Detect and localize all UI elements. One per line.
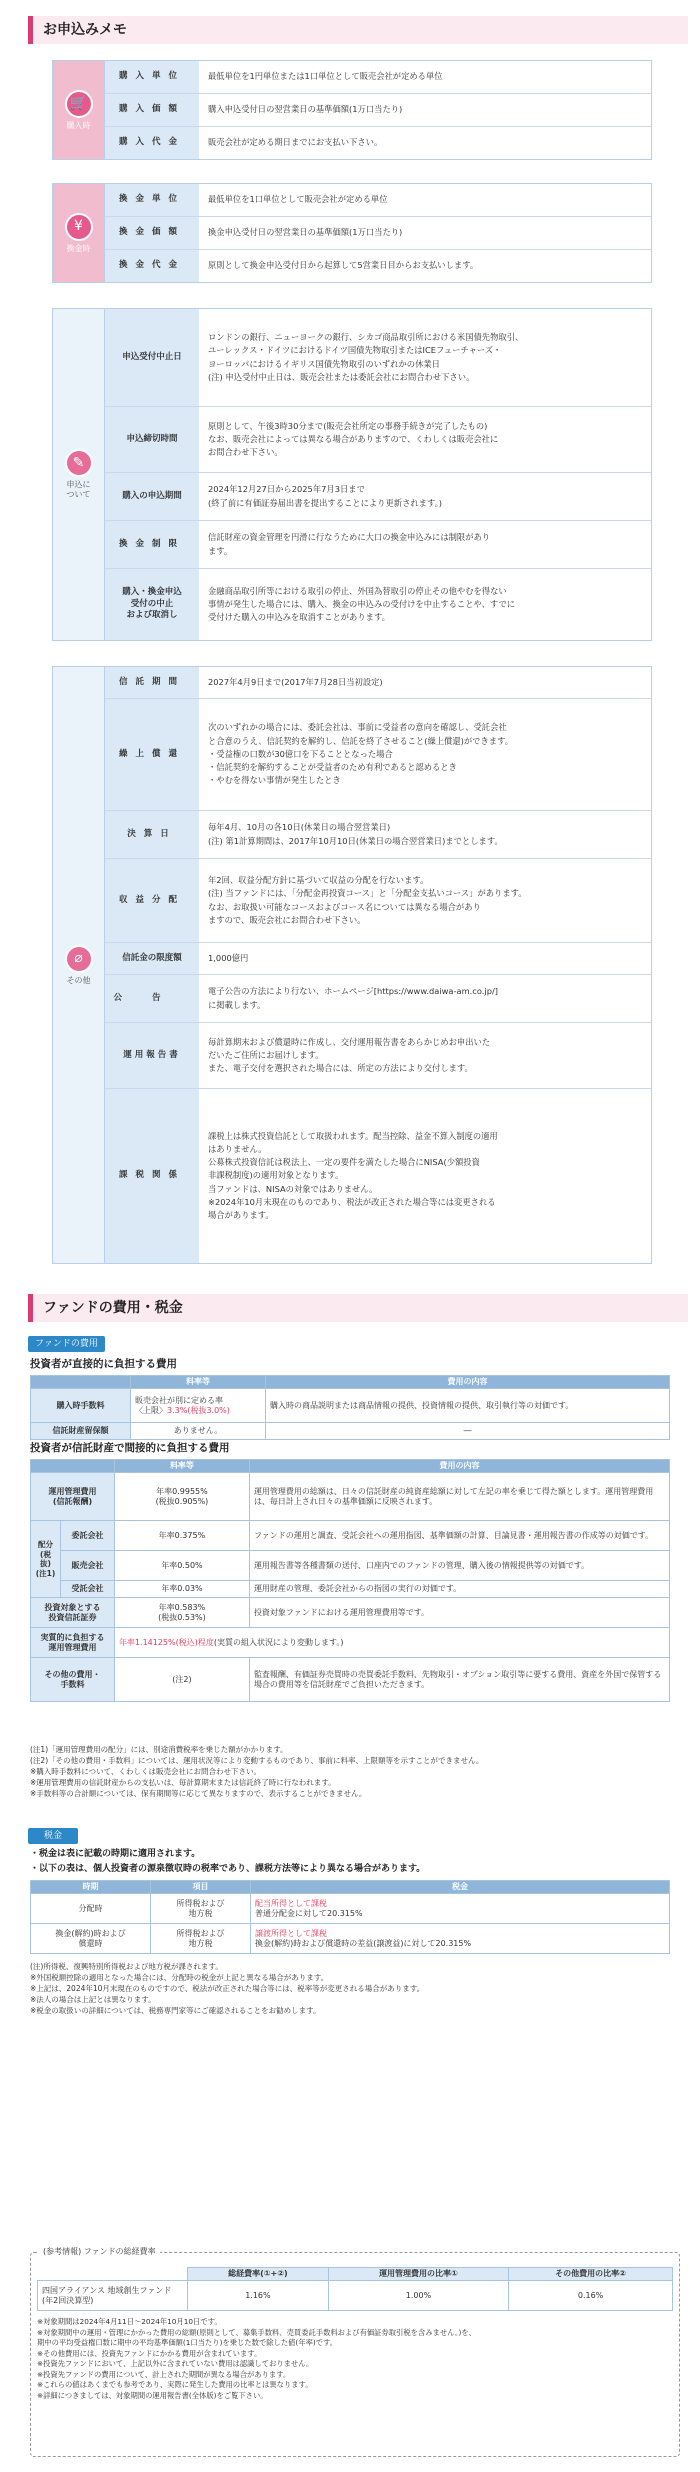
ref-notes: ※対象期間は2024年4月11日〜2024年10月10日です。 ※対象期間中の運用・管理にかかった費用の総額(原則として、募集手数料、売買委託手数料および有価証券取引税を含みません。)を、 期中の平均受益権口数に期中の平均基準価額(1口当たり)を乗じた数で除した値(年率)です。 ※その他費用には、投資先ファンドにかかる費用が含まれています。 ※投資先ファンドにおいて、上記以外に含まれていない費用は認識しておりません。 ※投資先ファンドの費用について、計上された期間が異なる場合があります。 ※これらの値はあくまでも参考であり、実際に発生した費用の比率とは異なります。 ※詳細につきましては、対象期間の運用報告書(全体版)をご覧下さい。 xyxy=(37,2317,476,2401)
actual-note: (実質の組入状況により変動します。) xyxy=(213,1637,344,1647)
tax-bullet: ・税金は表に記載の時期に適用されます。 xyxy=(30,1849,201,1859)
rate: 年率0.9955% (税抜0.905%) xyxy=(114,1473,249,1521)
apply-block xyxy=(52,308,652,641)
col: 総経費率(①+②) xyxy=(188,2268,329,2281)
label: 受託会社 xyxy=(61,1581,115,1598)
value: 課税上は株式投資信託として取扱われます。配当控除、益金不算入制度の適用 はありません。 公募株式投資信託は税法上、一定の要件を満たした場合にNISA(少額投資 非課税制度)の適用対象となります。 当ファンドは、NISAの対象ではありません。 ※2024年10月末現在のものであり、税法が改正された場合等には変更される 場合があります。 xyxy=(208,1130,498,1221)
rate: 販売会社が別に定める率 xyxy=(135,1395,223,1405)
label: 投資対象とする 投資信託証券 xyxy=(31,1598,115,1628)
value: 金融商品取引所等における取引の停止、外国為替取引の停止その他やむを得ない 事情が発生した場合には、購入、換金の申込みの受付けを中止することや、すでに 受付けた購入の申込みを取消すことがあります。 xyxy=(208,585,516,623)
value: 換金申込受付日の翌営業日の基準価額(1万口当たり) xyxy=(208,227,403,238)
col: 運用管理費用の比率① xyxy=(328,2268,508,2281)
alloc-label: 配分 (税抜) (注1) xyxy=(31,1521,61,1598)
indirect-table xyxy=(30,1459,670,1702)
value: 毎計算期末および償還時に作成し、交付運用報告書をあらかじめお申出いた だいたご住所にお届けします。 また、電子交付を選択された場合には、所定の方法により交付します。 xyxy=(208,1036,491,1074)
tax-bullet: ・以下の表は、個人投資者の源泉徴収時の税率であり、課税方法等により異なる場合があります。 xyxy=(30,1864,426,1874)
label: 実質的に負担する 運用管理費用 xyxy=(31,1628,115,1658)
direct-heading: 投資者が直接的に負担する費用 xyxy=(30,1358,177,1370)
label: 購入単位 xyxy=(105,61,199,93)
label: 運用報告書 xyxy=(105,1023,199,1088)
exchange-side-label: 換金時 xyxy=(66,243,91,253)
fees-tag: ファンドの費用 xyxy=(28,1336,105,1352)
time: 換金(解約)時および 償還時 xyxy=(31,1924,151,1954)
label: 購入価額 xyxy=(105,94,199,126)
value: 原則として、午後3時30分まで(販売会社所定の事務手続きが完了したもの) なお、販売会社によっては異なる場合がありますので、くわしくは販売会社に お問合わせ下さい。 xyxy=(208,420,499,458)
apply-side-label: 申込に ついて xyxy=(66,480,91,499)
rate: 年率0.375% xyxy=(114,1521,249,1551)
label: 課税関係 xyxy=(105,1089,199,1263)
value: 最低単位を1口単位として販売会社が定める単位 xyxy=(208,194,388,205)
fees-title: ファンドの費用・税金 xyxy=(28,1294,688,1322)
actual-rate: 年率1.14125%(税込)程度 xyxy=(118,1637,214,1647)
tax-rate: 換金(解約)時および償還時の差益(譲渡益)に対して20.315% xyxy=(255,1938,472,1948)
value: 次のいずれかの場合には、委託会社は、事前に受益者の意向を確認し、受託会社 と合意のうえ、信託契約を解約し、信託を終了させること(繰上償還)ができます。 ・受益権の口数が30億口を下ることとなった場合 ・信託契約を解約することが受益者のため有利であると認めるとき ・やむを得ない事情が発生したとき xyxy=(208,722,513,786)
buy-side-label: 購入時 xyxy=(66,120,91,130)
value: 販売会社が定める期日までにお支払い下さい。 xyxy=(208,137,383,148)
other-ratio: 0.16% xyxy=(509,2281,673,2311)
label: 換金代金 xyxy=(105,250,199,282)
mgmt-ratio: 1.00% xyxy=(328,2281,508,2311)
other-block xyxy=(52,666,652,1264)
fund-name: 四国アライアンス 地域創生ファンド (年2回決算型) xyxy=(38,2281,188,2311)
item: 所得税および 地方税 xyxy=(151,1924,251,1954)
value: 最低単位を1円単位または1口単位として販売会社が定める単位 xyxy=(208,71,443,82)
apply-side xyxy=(53,309,105,640)
rate: ありません。 xyxy=(131,1423,266,1440)
time: 分配時 xyxy=(31,1894,151,1924)
item: 所得税および 地方税 xyxy=(151,1894,251,1924)
value: 2024年12月27日から2025年7月3日まで (終了前に有価証券届出書を提出することにより更新されます。) xyxy=(208,484,442,508)
content: ファンドの運用と調査、受託会社への運用指図、基準価額の計算、目論見書・運用報告書の作成等の対価です。 xyxy=(249,1521,669,1551)
reference-box xyxy=(30,2247,680,2457)
label: 決算日 xyxy=(105,811,199,858)
tax-tag: 税金 xyxy=(28,1828,78,1844)
label: 換金単位 xyxy=(105,184,199,216)
value: 電子公告の方法により行ない、ホームページ[https://www.daiwa-am.co.jp/] に掲載します。 xyxy=(208,986,499,1010)
cart-icon: 🛒 xyxy=(65,90,93,118)
value: 信託財産の資金管理を円滑に行なうために大口の換金申込みには制限があり ます。 xyxy=(208,532,491,556)
tax-notes: (注)所得税、復興特別所得税および地方税が課されます。 ※外国税額控除の適用となった場合には、分配時の税金が上記と異なる場合があります。 ※上記は、2024年10月末現在のものですので、税法が改正された場合等には、税率等が変更される場合があります。 ※法人の場合は上記とは異なります。 ※税金の取扱いの詳細については、税務専門家等にご確認されることをお勧めします。 xyxy=(30,1962,425,2015)
col: 費用の内容 xyxy=(266,1376,670,1389)
tax-type: 配当所得として課税 xyxy=(255,1898,327,1908)
rate: 年率0.03% xyxy=(114,1581,249,1598)
col: 税金 xyxy=(251,1881,670,1894)
rate-cap: 〈上限〉 xyxy=(135,1405,167,1415)
value: 原則として換金申込受付日から起算して5営業日目からお支払いします。 xyxy=(208,260,479,271)
col: 時期 xyxy=(31,1881,151,1894)
col: その他費用の比率② xyxy=(509,2268,673,2281)
content: 運用報告書等各種書類の送付、口座内でのファンドの管理、購入後の情報提供等の対価です。 xyxy=(249,1551,669,1581)
label: 委託会社 xyxy=(61,1521,115,1551)
exchange-side xyxy=(53,184,105,282)
exchange-block xyxy=(52,183,652,283)
other-side xyxy=(53,667,105,1263)
label: 購入代金 xyxy=(105,127,199,159)
money-icon: ¥ xyxy=(65,213,93,241)
value: 毎年4月、10月の各10日(休業日の場合翌営業日) (注) 第1計算期間は、2017年10月10日(休業日の場合翌営業日)までとします。 xyxy=(208,822,503,846)
label: その他の費用・ 手数料 xyxy=(31,1658,115,1702)
label: 購入時手数料 xyxy=(31,1389,131,1423)
label: 販売会社 xyxy=(61,1551,115,1581)
value: 2027年4月9日まで(2017年7月28日当初設定) xyxy=(208,676,383,687)
value: 1,000億円 xyxy=(208,952,249,963)
label: 信託金の限度額 xyxy=(105,943,199,974)
content: 投資対象ファンドにおける運用管理費用等です。 xyxy=(249,1598,669,1628)
total-ratio: 1.16% xyxy=(188,2281,329,2311)
content: ― xyxy=(266,1423,670,1440)
buy-side xyxy=(53,61,105,159)
pen-icon: ✎ xyxy=(65,449,93,477)
label: 換金制限 xyxy=(105,521,199,568)
value: 購入申込受付日の翌営業日の基準価額(1万口当たり) xyxy=(208,104,403,115)
content: 運用管理費用の総額は、日々の信託財産の純資産総額に対して左記の率を乗じて得た額とします。運用管理費用は、毎日計上され日々の基準価額に反映されます。 xyxy=(249,1473,669,1521)
content: 運用財産の管理、委託会社からの指図の実行の対価です。 xyxy=(249,1581,669,1598)
label: 公告 xyxy=(105,975,199,1022)
tax-table xyxy=(30,1880,670,1954)
value: 年2回、収益分配方針に基づいて収益の分配を行ないます。 (注) 当ファンドには、「分配金再投資コース」と「分配金支払いコース」があります。 なお、お取扱い可能なコースおよびコース名については異なる場合があり ますので、販売会社にお問合わせ下さい。 xyxy=(208,874,527,925)
rate: 年率0.583% (税抜0.53%) xyxy=(114,1598,249,1628)
rate: (注2) xyxy=(114,1658,249,1702)
tax-type: 譲渡所得として課税 xyxy=(255,1928,327,1938)
other-side-label: その他 xyxy=(66,975,91,985)
content: 購入時の商品説明または商品情報の提供、投資情報の提供、取引執行等の対価です。 xyxy=(266,1389,670,1423)
rate-max: 3.3%(税抜3.0%) xyxy=(167,1405,230,1415)
label: 購入・換金申込 受付の中止 および取消し xyxy=(105,569,199,640)
label: 申込受付中止日 xyxy=(105,309,199,406)
tax-rate: 普通分配金に対して20.315% xyxy=(255,1908,363,1918)
col: 料率等 xyxy=(131,1376,266,1389)
buy-block xyxy=(52,60,652,160)
label: 運用管理費用 (信託報酬) xyxy=(31,1473,115,1521)
rate: 年率0.50% xyxy=(114,1551,249,1581)
label: 収益分配 xyxy=(105,859,199,942)
col: 費用の内容 xyxy=(249,1460,669,1473)
content: 監査報酬、有価証券売買時の売買委託手数料、先物取引・オプション取引等に要する費用、資産を外国で保管する場合の費用等を信託財産でご負担いただきます。 xyxy=(249,1658,669,1702)
label: 換金価額 xyxy=(105,217,199,249)
ref-title: (参考情報) ファンドの総経費率 xyxy=(39,2246,160,2258)
label: 申込締切時間 xyxy=(105,407,199,472)
memo-title: お申込みメモ xyxy=(28,16,688,44)
col: 料率等 xyxy=(114,1460,249,1473)
label: 信託期間 xyxy=(105,667,199,698)
label: 信託財産留保額 xyxy=(31,1423,131,1440)
ref-table xyxy=(37,2267,673,2311)
paperclip-icon: ⌀ xyxy=(65,945,93,973)
value: ロンドンの銀行、ニューヨークの銀行、シカゴ商品取引所における米国債先物取引、 ユーレックス・ドイツにおけるドイツ国債先物取引またはICEフューチャーズ・ ヨーロッパにおけるイギリス国債先物取引のいずれかの休業日 (注) 申込受付中止日は、販売会社または委託会社にお問合わせ下さい。 xyxy=(208,331,524,382)
direct-table xyxy=(30,1375,670,1440)
label: 購入の申込期間 xyxy=(105,473,199,520)
label: 繰上償還 xyxy=(105,699,199,810)
fee-notes: (注1)「運用管理費用の配分」には、別途消費税率を乗じた額がかかります。 (注2)「その他の費用・手数料」については、運用状況等により変動するものであり、事前に料率、上限額等を示すことができません。 ※購入時手数料について、くわしくは販売会社にお問合わせ下さい。 ※運用管理費用の信託財産からの支払いは、毎計算期末または信託終了時に行なわれます。 ※手数料等の合計額については、保有期間等に応じて異なりますので、表示することができません。 xyxy=(30,1745,484,1798)
col: 項目 xyxy=(151,1881,251,1894)
indirect-heading: 投資者が信託財産で間接的に負担する費用 xyxy=(30,1442,230,1454)
